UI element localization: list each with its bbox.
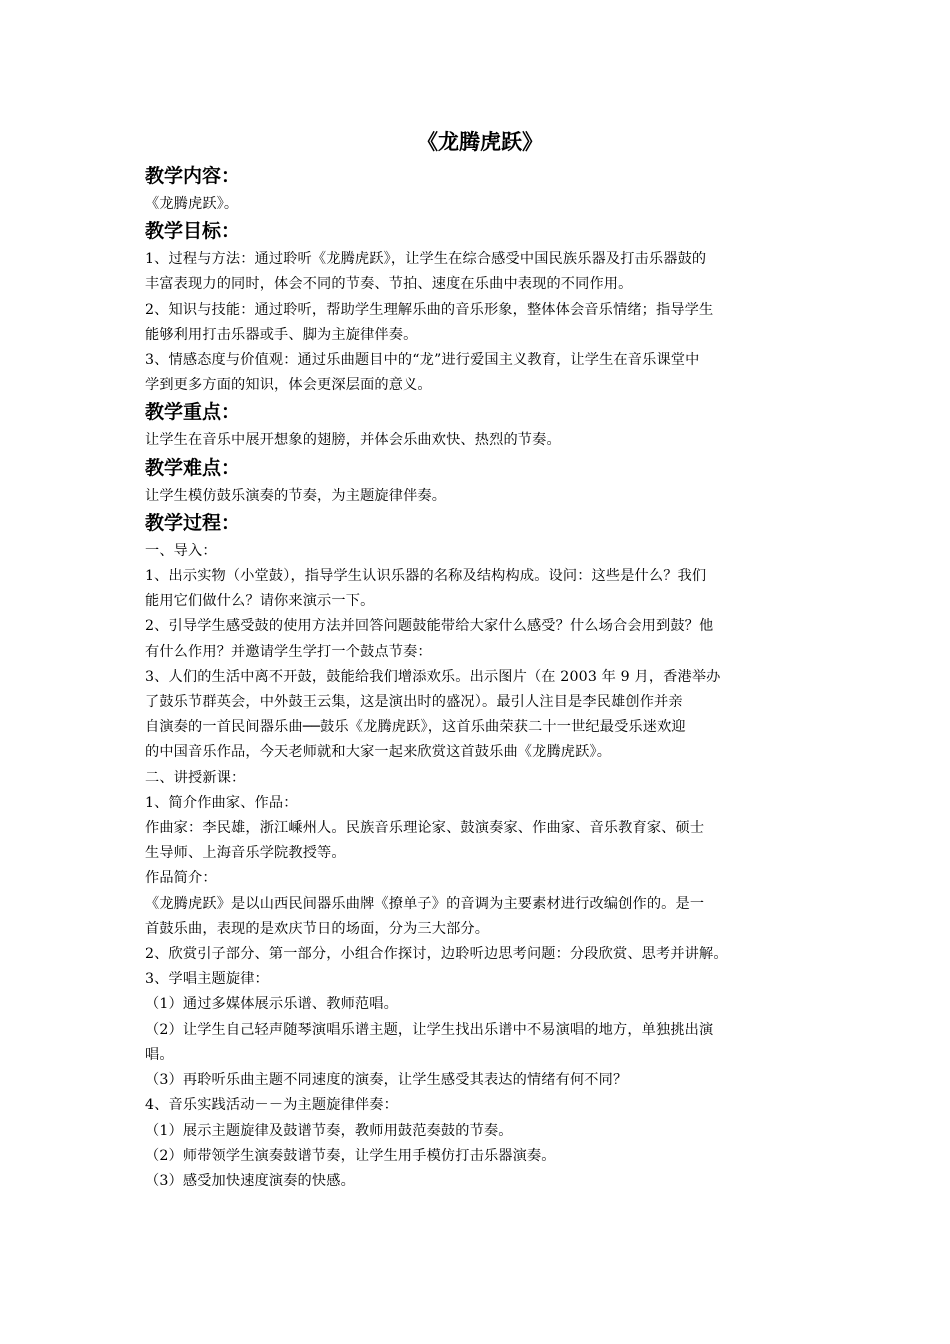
section-content (145, 192, 815, 217)
paragraph-line: 了鼓乐节群英会，中外鼓王云集，这是演出时的盛况）。最引人注目是李民雄创作并亲 (145, 694, 683, 711)
paragraph-line: 让学生在音乐中展开想象的翅膀，并体会乐曲欢快、热烈的节奏。 (145, 432, 561, 449)
section-heading-process: 教学过程： (145, 511, 241, 534)
paragraph-line: （3）感受加快速度演奏的快感。 (145, 1172, 355, 1189)
paragraph-line: 4、音乐实践活动－－为主题旋律伴奏： (145, 1097, 398, 1114)
paragraph-line: 让学生模仿鼓乐演奏的节奏，为主题旋律伴奏。 (145, 487, 447, 504)
paragraph-line: 1、出示实物（小堂鼓），指导学生认识乐器的名称及结构构成。设问：这些是什么？我们 (145, 568, 707, 585)
document-title: 《龙腾虎跃》 (417, 130, 543, 154)
paragraph-line: 生导师、上海音乐学院教授等。 (145, 845, 346, 862)
section-key-points (145, 428, 815, 453)
paragraph-line: 作品简介： (145, 870, 217, 887)
paragraph-line: 2、知识与技能：通过聆听，帮助学生理解乐曲的音乐形象，整体体会音乐情绪；指导学生 (145, 301, 714, 318)
paragraph-line: 3、学唱主题旋律： (145, 971, 269, 988)
paragraph-line: （1）通过多媒体展示乐谱、教师范唱。 (145, 996, 398, 1013)
paragraph-line: （3）再聆听乐曲主题不同速度的演奏，让学生感受其表达的情绪有何不同？ (145, 1072, 628, 1089)
paragraph-line: 3、人们的生活中离不开鼓，鼓能给我们增添欢乐。出示图片（在 2003 年 9 月，香港举办 (145, 668, 721, 685)
paragraph-line: 一、导入： (145, 542, 217, 559)
paragraph-line: 自演奏的一首民间器乐曲──鼓乐《龙腾虎跃》，这首乐曲荣获二十一世纪最受乐迷欢迎 (145, 719, 686, 736)
paragraph-line: 唱。 (145, 1046, 174, 1063)
paragraph-line: 《龙腾虎跃》是以山西民间器乐曲牌《撩单子》的音调为主要素材进行改编创作的。是一 (145, 895, 705, 912)
paragraph-line: 《龙腾虎跃》。 (145, 196, 239, 212)
section-heading-key-points: 教学重点： (145, 401, 241, 424)
paragraph-line: 学到更多方面的知识，体会更深层面的意义。 (145, 377, 432, 394)
paragraph-line: 二、讲授新课： (145, 769, 246, 786)
section-heading-goals: 教学目标： (145, 220, 241, 243)
paragraph-line: 有什么作用？并邀请学生学打一个鼓点节奏： (145, 643, 432, 660)
paragraph-line: 2、引导学生感受鼓的使用方法并回答问题鼓能带给大家什么感受？什么场合会用到鼓？他 (145, 618, 714, 635)
paragraph-line: （2）师带领学生演奏鼓谱节奏，让学生用手模仿打击乐器演奏。 (145, 1147, 556, 1164)
section-heading-difficulties: 教学难点： (145, 456, 241, 479)
paragraph-line: 3、情感态度与价值观：通过乐曲题目中的“龙”进行爱国主义教育，让学生在音乐课堂中 (145, 352, 700, 369)
paragraph-line: 1、过程与方法：通过聆听《龙腾虎跃》，让学生在综合感受中国民族乐器及打击乐器鼓的 (145, 251, 707, 268)
section-difficulties (145, 484, 815, 509)
paragraph-line: 1、简介作曲家、作品： (145, 794, 298, 811)
section-process (145, 539, 815, 1194)
paragraph-line: 首鼓乐曲，表现的是欢庆节日的场面，分为三大部分。 (145, 920, 490, 937)
paragraph-line: 的中国音乐作品，今天老师就和大家一起来欣赏这首鼓乐曲《龙腾虎跃》。 (145, 744, 612, 761)
paragraph-line: 能够利用打击乐器或手、脚为主旋律伴奏。 (145, 326, 418, 343)
paragraph-line: 丰富表现力的同时，体会不同的节奏、节拍、速度在乐曲中表现的不同作用。 (145, 276, 633, 293)
paragraph-line: （2）让学生自己轻声随琴演唱乐谱主题，让学生找出乐谱中不易演唱的地方，单独挑出演 (145, 1021, 714, 1038)
paragraph-line: 2、欣赏引子部分、第一部分，小组合作探讨，边聆听边思考问题：分段欣赏、思考并讲解。 (145, 946, 728, 963)
paragraph-line: 能用它们做什么？请你来演示一下。 (145, 593, 375, 610)
section-heading-content: 教学内容： (145, 165, 241, 187)
paragraph-line: （1）展示主题旋律及鼓谱节奏，教师用鼓范奏鼓的节奏。 (145, 1122, 513, 1139)
section-goals (145, 247, 815, 398)
paragraph-line: 作曲家：李民雄，浙江嵊州人。民族音乐理论家、鼓演奏家、作曲家、音乐教育家、硕士 (145, 820, 705, 837)
document-body (145, 128, 815, 1194)
